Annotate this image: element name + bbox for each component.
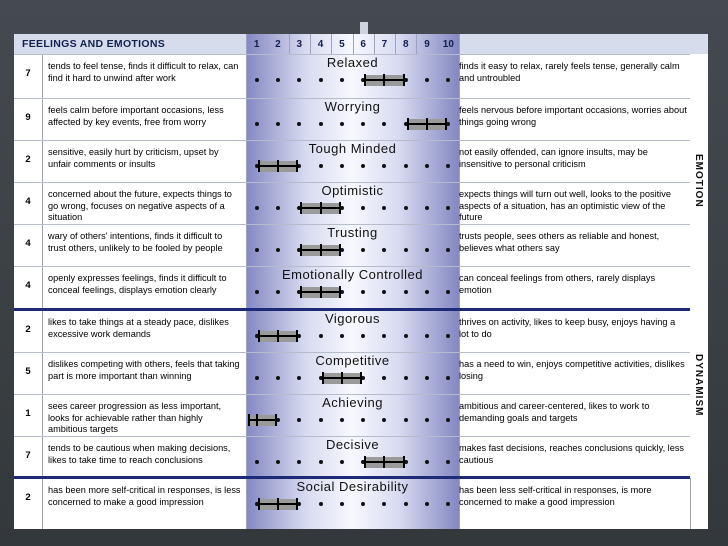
row-score: 5 bbox=[25, 366, 31, 377]
high-description: has a need to win, enjoys competitive activities, dislikes losing bbox=[459, 359, 685, 381]
score-marker-end bbox=[275, 414, 277, 426]
high-description: not easily offended, can ignore insults, may be insensitive to personal criticism bbox=[459, 147, 648, 169]
score-marker-end bbox=[296, 498, 298, 510]
scale-dot bbox=[340, 78, 344, 82]
score-marker-end bbox=[360, 372, 362, 384]
score-marker-center bbox=[320, 202, 322, 214]
score-marker-end bbox=[339, 244, 341, 256]
scale-dot bbox=[255, 460, 259, 464]
scale-number: 1 bbox=[253, 39, 260, 50]
high-description: thrives on activity, likes to keep busy, enjoys having a lot to do bbox=[459, 317, 676, 339]
low-description: concerned about the future, expects things to go wrong, focuses on negative aspects of a situation bbox=[48, 189, 232, 222]
score-marker-center bbox=[277, 498, 279, 510]
high-description: has been less self-critical in responses, is more concerned to make a good impression bbox=[459, 485, 652, 507]
scale-number: 10 bbox=[442, 39, 454, 50]
section-title: FEELINGS AND EMOTIONS bbox=[22, 38, 165, 50]
scale-dot bbox=[276, 460, 280, 464]
scale-divider bbox=[459, 34, 460, 54]
scale-number: 3 bbox=[296, 39, 303, 50]
scale-dot bbox=[276, 206, 280, 210]
scale-dot bbox=[276, 248, 280, 252]
score-marker-end bbox=[258, 160, 260, 172]
scale-number: 9 bbox=[424, 39, 430, 50]
score-marker-end bbox=[258, 330, 260, 342]
scale-dot bbox=[319, 418, 323, 422]
trait-title: Trusting bbox=[327, 225, 378, 240]
trait-title: Competitive bbox=[315, 353, 390, 368]
high-description: can conceal feelings from others, rarely displays emotion bbox=[459, 273, 656, 295]
scale-dot bbox=[319, 164, 323, 168]
score-marker-end bbox=[364, 456, 366, 468]
score-marker-end bbox=[248, 414, 250, 426]
scale-dot bbox=[404, 376, 408, 380]
scale-number: 8 bbox=[402, 39, 409, 50]
scale-number: 7 bbox=[381, 39, 388, 50]
scale-dot bbox=[404, 248, 408, 252]
scale-dot bbox=[255, 290, 259, 294]
score-marker-center bbox=[426, 118, 428, 130]
low-description: likes to take things at a steady pace, dislikes excessive work demands bbox=[48, 317, 229, 339]
scale-dot bbox=[319, 122, 323, 126]
scale-dot bbox=[340, 164, 344, 168]
row-score: 2 bbox=[25, 324, 31, 335]
score-marker-end bbox=[403, 74, 405, 86]
scale-dot bbox=[276, 122, 280, 126]
low-description: sensitive, easily hurt by criticism, upset by unfair comments or insults bbox=[48, 147, 219, 169]
score-col-line bbox=[42, 54, 43, 529]
dynamism-label: DYNAMISM bbox=[693, 354, 704, 417]
score-marker-end bbox=[296, 330, 298, 342]
scale-number: 5 bbox=[339, 39, 345, 50]
band-left-line bbox=[246, 54, 247, 529]
score-marker-center bbox=[383, 74, 385, 86]
high-description: trusts people, sees others as reliable and honest, believes what others say bbox=[459, 231, 660, 253]
score-marker-end bbox=[258, 498, 260, 510]
scale-dot bbox=[319, 78, 323, 82]
low-description: tends to be cautious when making decisions, likes to take time to reach conclusions bbox=[48, 443, 231, 465]
scale-number: 6 bbox=[360, 39, 366, 50]
trait-title: Decisive bbox=[325, 437, 380, 452]
scale-number: 2 bbox=[275, 39, 281, 50]
scale-dot bbox=[340, 334, 344, 338]
score-marker-end bbox=[300, 286, 302, 298]
low-description: dislikes competing with others, feels that taking part is more important than winning bbox=[48, 359, 240, 381]
score-marker-center bbox=[256, 414, 258, 426]
scale-dot bbox=[340, 460, 344, 464]
high-description: feels nervous before important occasions, worries about things going wrong bbox=[459, 105, 687, 127]
scale-dot bbox=[276, 78, 280, 82]
low-description: openly expresses feelings, finds it difficult to conceal feelings, displays emotion clearly bbox=[48, 273, 227, 295]
emotion-label: EMOTION bbox=[693, 154, 704, 208]
low-description: tends to feel tense, finds it difficult to relax, can find it hard to unwind after work bbox=[48, 61, 239, 83]
score-marker-center bbox=[277, 160, 279, 172]
scale-dot bbox=[255, 376, 259, 380]
trait-title: Tough Minded bbox=[308, 141, 397, 156]
scale-dot bbox=[276, 290, 280, 294]
score-marker-end bbox=[364, 74, 366, 86]
scale-dot bbox=[319, 502, 323, 506]
scale-dot bbox=[255, 78, 259, 82]
score-marker-end bbox=[445, 118, 447, 130]
trait-title: Social Desirability bbox=[296, 479, 409, 494]
scale-dot bbox=[319, 460, 323, 464]
scale-dot bbox=[340, 122, 344, 126]
score-marker-center bbox=[277, 330, 279, 342]
row-score: 2 bbox=[25, 154, 31, 165]
row-score: 4 bbox=[25, 280, 31, 291]
row-score: 7 bbox=[25, 68, 31, 79]
row-score: 4 bbox=[25, 196, 31, 207]
header-right-bg bbox=[459, 34, 708, 54]
trait-title: Achieving bbox=[322, 395, 383, 410]
scale-dot bbox=[255, 248, 259, 252]
trait-title: Worrying bbox=[324, 99, 381, 114]
scale-number: 4 bbox=[317, 39, 324, 50]
row-score: 4 bbox=[25, 238, 31, 249]
trait-title: Relaxed bbox=[326, 55, 379, 70]
low-description: sees career progression as less important, looks for achievable rather than highly ambitious targets bbox=[48, 401, 222, 434]
score-marker-center bbox=[320, 286, 322, 298]
score-marker-center bbox=[383, 456, 385, 468]
top-notch bbox=[360, 22, 368, 34]
scale-dot bbox=[404, 290, 408, 294]
scale-dot bbox=[404, 502, 408, 506]
score-marker-end bbox=[296, 160, 298, 172]
scale-dot bbox=[319, 334, 323, 338]
score-marker-end bbox=[339, 286, 341, 298]
scale-dot bbox=[255, 206, 259, 210]
high-description: ambitious and career-centered, likes to work to demanding goals and targets bbox=[459, 401, 650, 423]
score-marker-center bbox=[341, 372, 343, 384]
scale-dot bbox=[404, 418, 408, 422]
score-marker-center bbox=[320, 244, 322, 256]
scale-dot bbox=[255, 122, 259, 126]
score-marker-line bbox=[248, 419, 277, 421]
scale-dot bbox=[404, 334, 408, 338]
row-score: 2 bbox=[25, 492, 31, 503]
scale-dot bbox=[340, 502, 344, 506]
trait-title: Vigorous bbox=[324, 311, 381, 326]
scale-dot bbox=[276, 376, 280, 380]
score-marker-end bbox=[407, 118, 409, 130]
high-description: makes fast decisions, reaches conclusions quickly, less cautious bbox=[459, 443, 685, 465]
low-description: has been more self-critical in responses, is less concerned to make a good impression bbox=[48, 485, 241, 507]
low-description: feels calm before important occasions, less affected by key events, free from worry bbox=[48, 105, 224, 127]
scale-dot bbox=[404, 164, 408, 168]
trait-title: Optimistic bbox=[321, 183, 384, 198]
row-score: 9 bbox=[25, 112, 31, 123]
low-description: wary of others' intentions, finds it difficult to trust others, unlikely to be fooled by people bbox=[48, 231, 223, 253]
score-marker-end bbox=[300, 202, 302, 214]
score-marker-end bbox=[300, 244, 302, 256]
row-score: 1 bbox=[25, 408, 31, 419]
scale-dot bbox=[404, 206, 408, 210]
score-marker-end bbox=[322, 372, 324, 384]
high-description: finds it easy to relax, rarely feels tense, generally calm and untroubled bbox=[459, 61, 680, 83]
score-marker-end bbox=[339, 202, 341, 214]
profile-sheet bbox=[14, 34, 708, 529]
trait-title: Emotionally Controlled bbox=[281, 267, 424, 282]
row-score: 7 bbox=[25, 450, 31, 461]
score-marker-end bbox=[403, 456, 405, 468]
high-description: expects things will turn out well, looks to the positive aspects of a situation, has an optimistic view of the future bbox=[459, 189, 671, 222]
scale-dot bbox=[340, 418, 344, 422]
